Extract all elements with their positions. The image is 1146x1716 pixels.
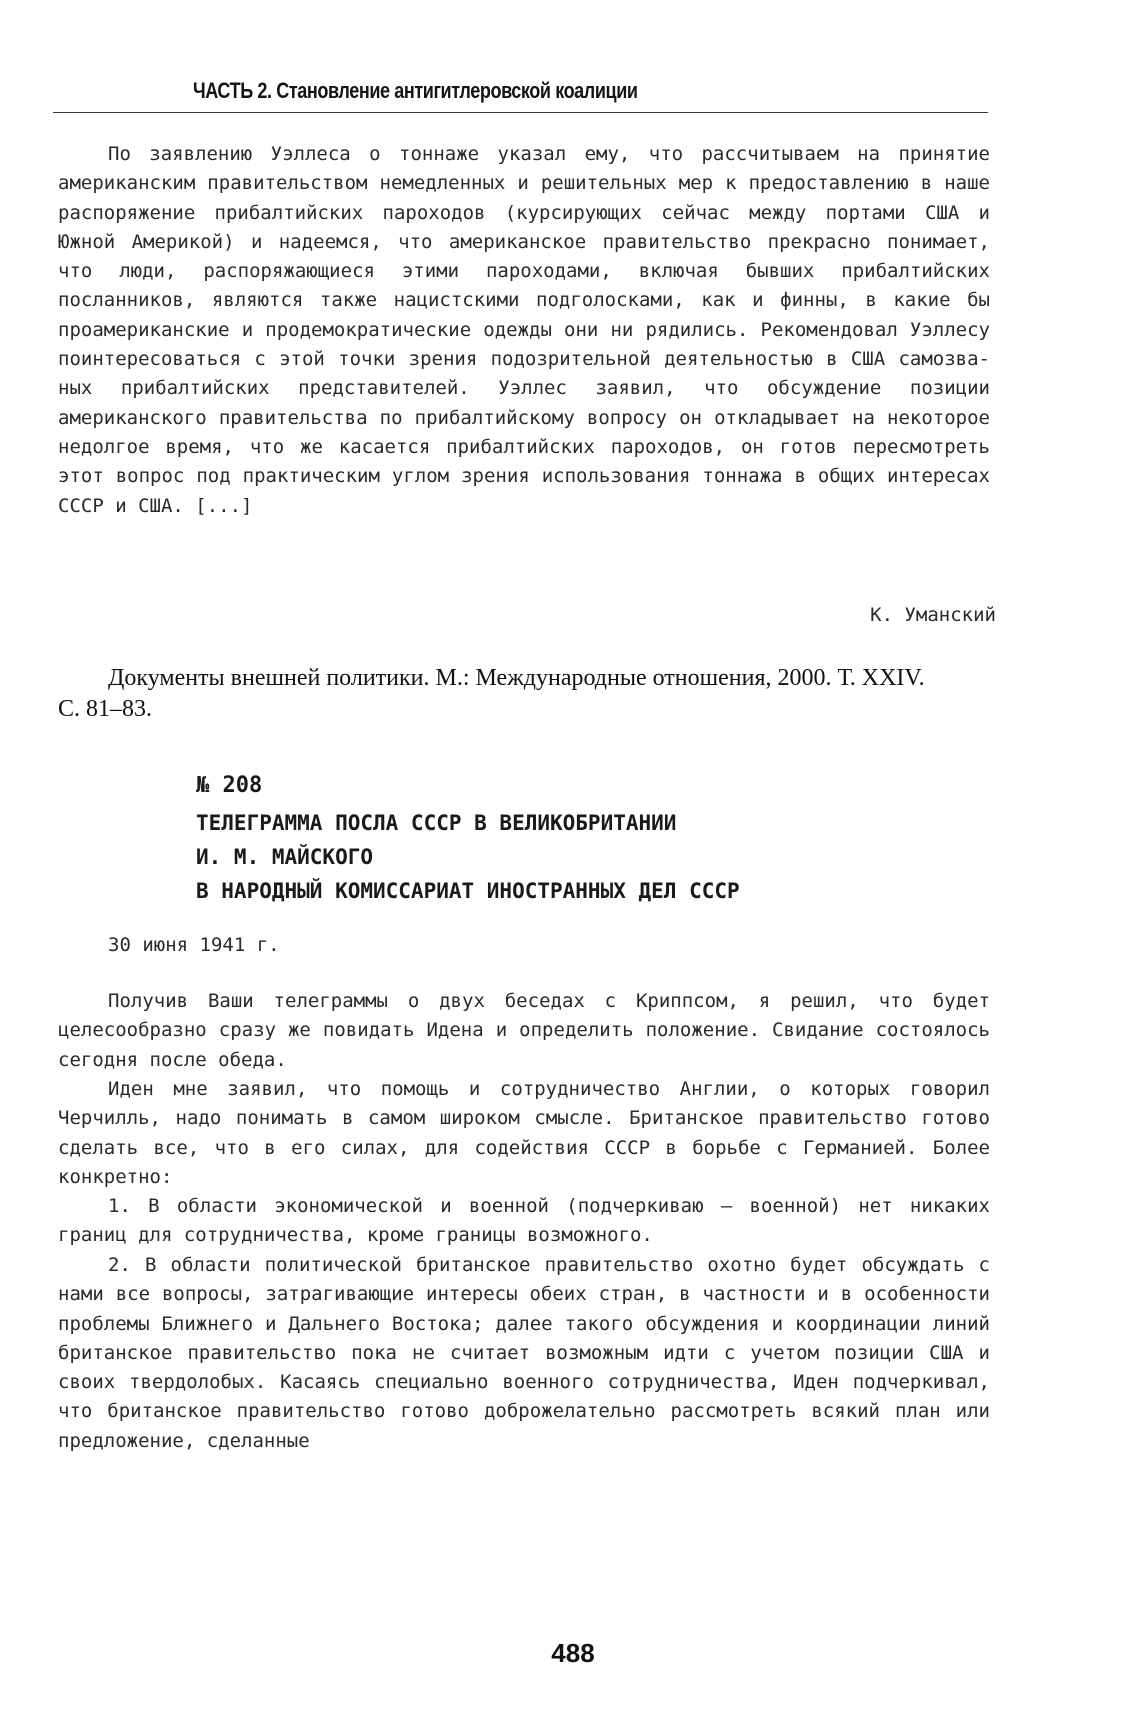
body-paragraph-2: Иден мне заявил, что помощь и сотрудничество Англии, о которых говорил Черчилль, надо понимать в самом широком смысле. Британское правительство готово сделать все, что в его силах, для содействия СССР в борьбе с Германией. Более конкретно: (58, 1078, 990, 1188)
source-citation (58, 663, 990, 725)
body-paragraph-1: Получив Ваши телеграммы о двух беседах с Криппсом, я решил, что будет целесообразно сразу же повидать Идена и определить положение. Свидание состоялось сегодня после обеда. (58, 990, 990, 1071)
document-date: 30 июня 1941 г. (108, 934, 280, 956)
citation-line-1: Документы внешней политики. М.: Международные отношения, 2000. Т. XXIV. (108, 665, 925, 691)
body-paragraph-3: 1. В области экономической и военной (подчеркиваю – военной) нет никаких границ для сотрудничества, кроме границы возможного. (58, 1195, 990, 1247)
header-divider (53, 112, 988, 113)
page-number: 488 (551, 1638, 595, 1668)
signature: К. Уманский (870, 604, 996, 626)
running-header: ЧАСТЬ 2. Становление антигитлеровской коалиции (193, 78, 638, 103)
document-number: № 208 (196, 773, 263, 798)
document-title: ТЕЛЕГРАММА ПОСЛА СССР В ВЕЛИКОБРИТАНИИ И. М. МАЙСКОГО В НАРОДНЫЙ КОМИССАРИАТ ИНОСТРАННЫХ ДЕЛ СССР (196, 811, 740, 903)
body-paragraph-4: 2. В области политической британское правительство охотно будет обсуждать с нами все вопросы, затрагивающие интересы обеих стран, в частности и в особенности проблемы Ближнего и Дальнего Востока; далее такого обсуждения и координации линий британское правительство пока не считает возможным идти с учетом позиции США и своих твердолобых. Касаясь специально военного сотрудничества, Иден подчеркивал, что британское правительство готово доброжелательно рассмотреть всякий план или предложение, сделанные (58, 1254, 990, 1452)
citation-line-2: С. 81–83. (58, 696, 153, 722)
prev-document-paragraph: По заявлению Уэллеса о тоннаже указал ему, что рассчитываем на принятие американским правительством немедленных и решительных мер к предоставлению в наше распоряжение прибалтийских пароходов (курсирующих сейчас между портами США и Южной Америкой) и надеемся, что американское правительство прекрасно понимает, что люди, распоряжающиеся этими пароходами, включая бывших прибалтийских посланников, являются также нацистскими подголосками, как и финны, в какие бы проамериканские и продемократические одежды они ни рядились. Рекомендовал Уэллесу поинтересоваться с этой точки зрения подозрительной деятельностью в США самозваных прибалтийских представителей. Уэллес заявил, что обсуждение позиции американского правительства по прибалтийскому вопросу он откладывает на некоторое недолгое время, что же касается прибалтийских пароходов, он готов пересмотреть этот вопрос под практическим углом зрения использования тоннажа в общих интересах СССР и США. [...] (58, 143, 990, 517)
